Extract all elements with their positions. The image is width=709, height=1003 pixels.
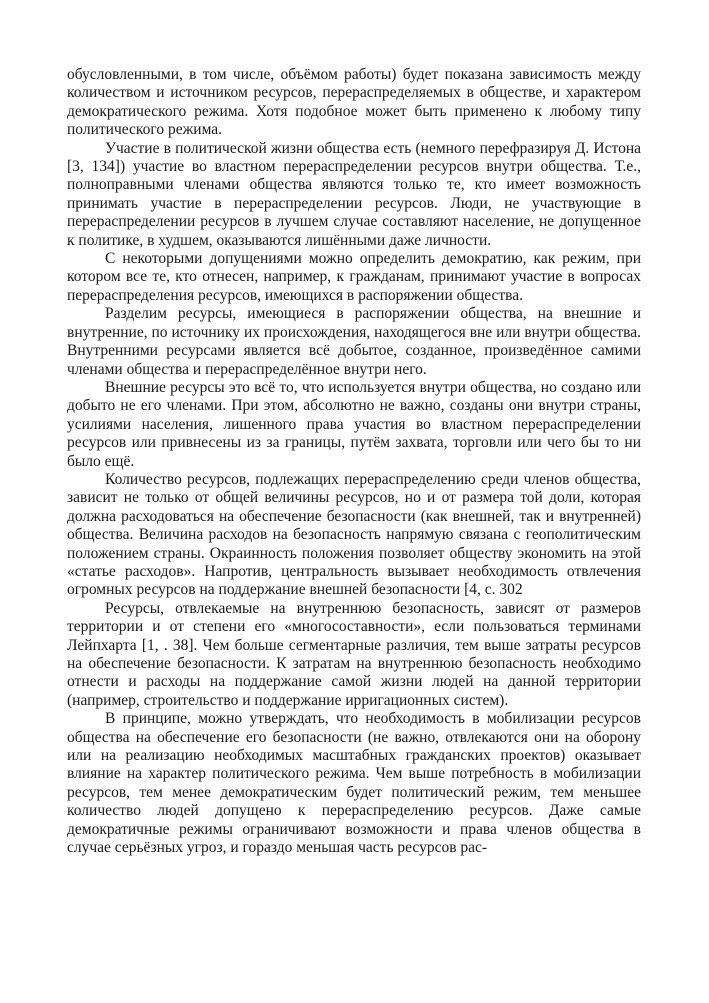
paragraph-resource-quantity: Количество ресурсов, подлежащих перераспределению среди членов общества, зависит не только от общей величины ресурсов, но и от размера той доли, которая должна расходоваться на обеспечение безопасности (как внешней, так и внутренней) общества. Величина расходов на безопасность напрямую связана с геополитическим положением страны. Окраинность положения позволяет обществу экономить на этой «статье расходов». Напротив, центральность вызывает необходимость отвлечения огромных ресурсов на поддержание внешней безопасности [4, с. 302: [67, 470, 641, 599]
paragraph-political-participation: Участие в политической жизни общества есть (немного перефразируя Д. Истона [3, 134]) участие во властном перераспределении ресурсов внутри общества. Т.е., полноправными членами общества являются только те, кто имеет возможность принимать участие в перераспределении ресурсов. Люди, не участвующие в перераспределении ресурсов в лучшем случае составляют население, не допущенное к политике, в худшем, оказываются лишёнными даже личности.: [67, 139, 641, 249]
paragraph-mobilization: В принципе, можно утверждать, что необходимость в мобилизации ресурсов общества на обеспечение его безопасности (не важно, отвлекаются они на оборону или на реализацию необходимых масштабных гражданских проектов) оказывает влияние на характер политического режима. Чем выше потребность в мобилизации ресурсов, тем менее демократическим будет политический режим, тем меньшее количество людей допущено к перераспределению ресурсов. Даже самые демократичные режимы ограничивают возможности и права членов общества в случае серьёзных угроз, и гораздо меньшая часть ресурсов рас-: [67, 710, 641, 857]
paragraph-resource-division: Разделим ресурсы, имеющиеся в распоряжении общества, на внешние и внутренние, по источнику их происхождения, находящегося вне или внутри общества. Внутренними ресурсами является всё добытое, созданное, произведённое самими членами общества и перераспределённое внутри него.: [67, 305, 641, 378]
paragraph-external-resources: Внешние ресурсы это всё то, что используется внутри общества, но создано или добыто не его членами. При этом, абсолютно не важно, созданы они внутри страны, усилиями населения, лишенного права участия во властном перераспределении ресурсов или привнесены из за границы, путём захвата, торговли или чего бы то ни было ещё.: [67, 378, 641, 470]
paragraph-internal-security: Ресурсы, отвлекаемые на внутреннюю безопасность, зависят от размеров территории и от степени его «многосоставности», если пользоваться терминами Лейпхарта [1, . 38]. Чем больше сегментарные различия, тем выше затраты ресурсов на обеспечение безопасности. К затратам на внутреннюю безопасность необходимо отнести и расходы на поддержание самой жизни людей на данной территории (например, строительство и поддержание ирригационных систем).: [67, 599, 641, 709]
paragraph-continuation: обусловленными, в том числе, объёмом работы) будет показана зависимость между количеством и источником ресурсов, перераспределяемых в обществе, и характером демократического режима. Хотя подобное может быть применено к любому типу политического режима.: [67, 66, 641, 139]
paragraph-democracy-definition: С некоторыми допущениями можно определить демократию, как режим, при котором все те, кто отнесен, например, к гражданам, принимают участие в вопросах перераспределения ресурсов, имеющихся в распоряжении общества.: [67, 250, 641, 304]
document-page: [67, 66, 641, 857]
